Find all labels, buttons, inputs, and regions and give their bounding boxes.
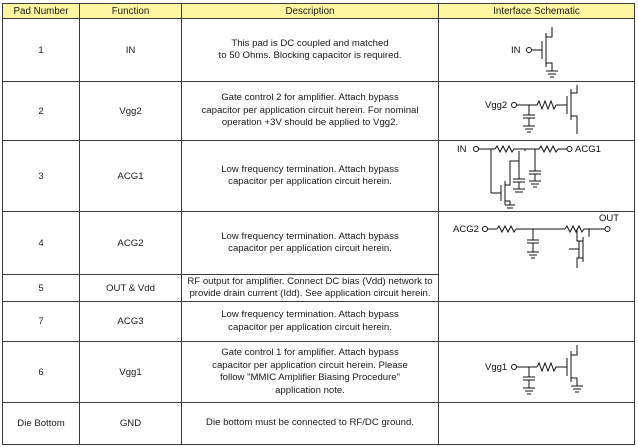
schematic-cell bbox=[439, 302, 635, 342]
description-line: operation +3V should be applied to Vgg2. bbox=[221, 117, 399, 129]
description-line: Low frequency termination. Attach bypass bbox=[221, 163, 399, 175]
description bbox=[182, 141, 439, 212]
table-row bbox=[3, 302, 635, 342]
description-line: This pad is DC coupled and matched bbox=[231, 37, 389, 49]
description-line: Gate control 1 for amplifier. Attach bypass bbox=[221, 347, 399, 358]
table-row bbox=[3, 82, 635, 141]
description bbox=[182, 275, 439, 302]
acg1-pad-schematic bbox=[439, 141, 635, 212]
header-interface-schematic: Interface Schematic bbox=[439, 4, 635, 19]
schematic-cell bbox=[439, 403, 635, 445]
schematic-cell bbox=[439, 82, 635, 141]
schematic-label: IN bbox=[457, 144, 467, 155]
description-line: RF output for amplifier. Connect DC bias (Vdd) network to bbox=[187, 275, 433, 287]
schematic-cell bbox=[439, 19, 635, 82]
table-row bbox=[3, 19, 635, 82]
function-name: ACG1 bbox=[80, 141, 182, 212]
schematic-label: OUT bbox=[599, 213, 620, 224]
description bbox=[182, 212, 439, 275]
description bbox=[182, 19, 439, 82]
description-line: Low frequency termination. Attach bypass bbox=[221, 309, 399, 320]
description-line: capacitor per application circuit herein. bbox=[228, 321, 392, 333]
vgg2-pad-schematic bbox=[439, 82, 635, 141]
description bbox=[182, 82, 439, 141]
acg2-out-pad-schematic bbox=[439, 212, 635, 302]
table-row bbox=[3, 212, 635, 275]
vgg1-pad-schematic bbox=[439, 342, 635, 403]
function-name: OUT & Vdd bbox=[80, 275, 182, 302]
schematic-label: IN bbox=[511, 45, 521, 56]
function-name: ACG2 bbox=[80, 212, 182, 275]
header-description: Description bbox=[182, 4, 439, 19]
pad-number: 1 bbox=[3, 19, 80, 82]
schematic-cell bbox=[439, 342, 635, 403]
pad-number: 3 bbox=[3, 141, 80, 212]
header-pad-number: Pad Number bbox=[3, 4, 80, 19]
function-name: ACG3 bbox=[80, 302, 182, 342]
schematic-label: ACG1 bbox=[575, 144, 601, 155]
table-row bbox=[3, 141, 635, 212]
pad-number: 7 bbox=[3, 302, 80, 342]
table-row bbox=[3, 403, 635, 445]
description-line: Low frequency termination. Attach bypass bbox=[221, 230, 399, 242]
description bbox=[182, 342, 439, 403]
header-function: Function bbox=[80, 4, 182, 19]
function-name: GND bbox=[80, 403, 182, 445]
schematic-label: Vgg1 bbox=[485, 362, 508, 373]
description-line: Gate control 2 for amplifier. Attach bypass bbox=[221, 92, 399, 104]
description-line: capacitor per application circuit herein. bbox=[228, 176, 392, 187]
function-name: Vgg1 bbox=[80, 342, 182, 403]
description-line: capacitor per application circuit herein. Please bbox=[212, 359, 408, 371]
schematic-label: ACG2 bbox=[453, 224, 479, 235]
description-line: to 50 Ohms. Blocking capacitor is required. bbox=[218, 50, 402, 61]
description-line: follow "MMIC Amplifier Biasing Procedure" bbox=[219, 372, 401, 383]
function-name: Vgg2 bbox=[80, 82, 182, 141]
description bbox=[182, 302, 439, 342]
header-row bbox=[3, 4, 635, 19]
table-row bbox=[3, 342, 635, 403]
schematic-cell bbox=[439, 212, 635, 302]
description-line: application note. bbox=[275, 384, 345, 396]
description-line: provide drain current (Idd). See application circuit herein. bbox=[189, 288, 431, 299]
description-line: capacitor per application circuit herein. bbox=[228, 243, 392, 254]
pad-number: 5 bbox=[3, 275, 80, 302]
pad-number: 4 bbox=[3, 212, 80, 275]
in-pad-schematic bbox=[439, 19, 635, 82]
pad-number: 2 bbox=[3, 82, 80, 141]
schematic-cell bbox=[439, 141, 635, 212]
schematic-label: Vgg2 bbox=[485, 100, 508, 111]
function-name: IN bbox=[80, 19, 182, 82]
pad-number: Die Bottom bbox=[3, 403, 80, 445]
pad-description-table bbox=[2, 3, 635, 445]
pad-number: 6 bbox=[3, 342, 80, 403]
description bbox=[182, 403, 439, 445]
description-line: Die bottom must be connected to RF/DC ground. bbox=[206, 417, 414, 429]
description-line: capacitor per application circuit herein. For nominal bbox=[201, 104, 419, 116]
